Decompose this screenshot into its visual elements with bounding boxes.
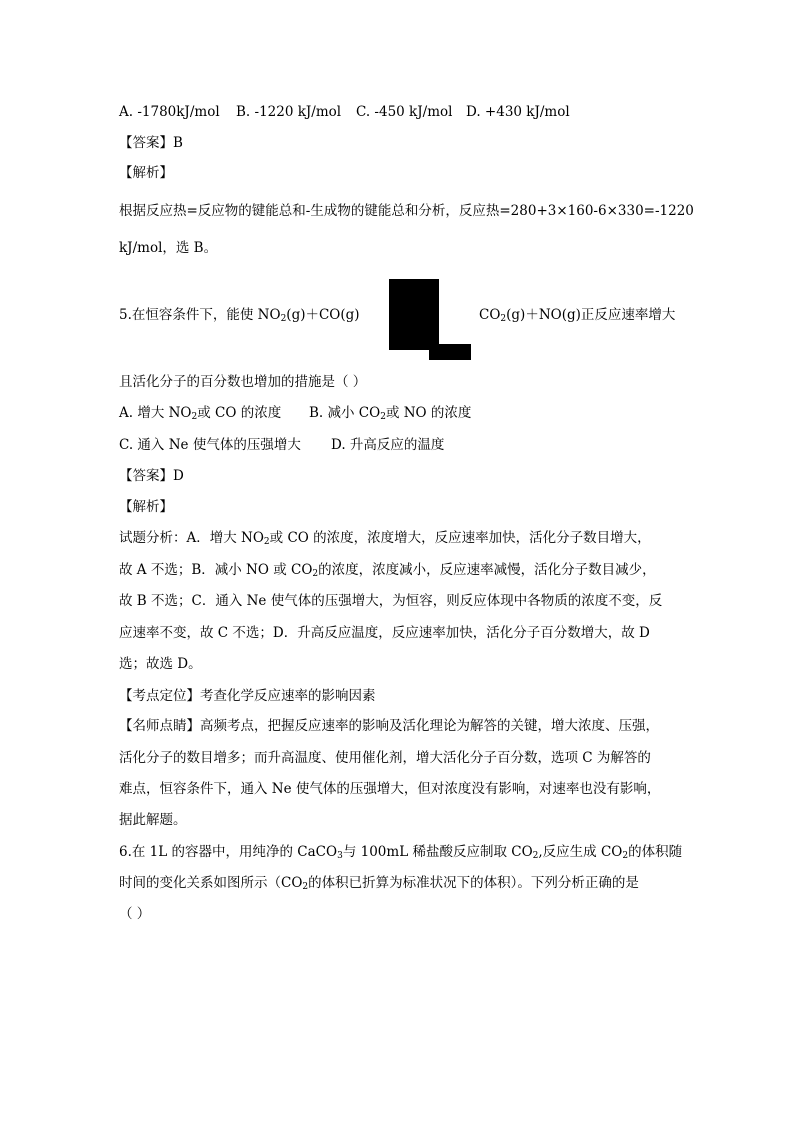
q4-answer: 【答案】B xyxy=(119,135,183,151)
q6-stem-line3: （ ） xyxy=(119,906,151,922)
q5-stem-part1: 5.在恒容条件下，能使 $NO_2(g)+CO(g)$ xyxy=(119,307,360,324)
q5-mingshi-line3: 难点，恒容条件下，通入 Ne 使气体的压强增大，但对浓度没有影响，对速率也没有影响， xyxy=(119,781,661,797)
option-b: B. -1220 kJ/mol xyxy=(236,104,342,120)
q5-answer: 【答案】D xyxy=(119,468,184,484)
q5-mingshi-line1: 【名师点睛】高频考点，把握反应速率的影响及活化理论为解答的关键，增大浓度、压强， xyxy=(119,718,659,734)
q5-analysis-line1: 试题分析：A．增大 $NO_2$或 CO 的浓度，浓度增大，反应速率加快，活化分子数目增大， xyxy=(119,530,651,547)
q4-analysis-title: 【解析】 xyxy=(119,165,173,181)
option-c: C. -450 kJ/mol xyxy=(356,104,453,120)
q5-mingshi-line2: 活化分子的数目增多；而升高温度、使用催化剂，增大活化分子百分数，选项 C 为解答的 xyxy=(119,750,651,766)
q5-analysis-line3: 故 B 不选；C．通入 Ne 使气体的压强增大，为恒容，则反应体现中各物质的浓度不变，反 xyxy=(119,593,663,609)
q6-stem-line2: 时间的变化关系如图所示（$CO_2$的体积已折算为标准状况下的体积）。下列分析正确的是 xyxy=(119,875,639,892)
option-d: D. +430 kJ/mol xyxy=(466,104,570,120)
q5-option-d: D. 升高反应的温度 xyxy=(331,437,445,453)
q5-analysis-title: 【解析】 xyxy=(119,499,173,515)
q5-stem-line2: 且活化分子的百分数也增加的措施是（ ） xyxy=(119,374,367,390)
q5-mingshi-line4: 据此解题。 xyxy=(119,812,187,828)
q5-option-a: A. 增大 $NO_2$或 CO 的浓度 xyxy=(119,405,282,422)
redacted-arrow-block-tail xyxy=(429,344,471,360)
q5-analysis-line4: 应速率不变，故 C 不选；D．升高反应温度，反应速率加快，活化分子百分数增大，故 D xyxy=(119,625,650,641)
q4-analysis-line1: 根据反应热=反应物的键能总和-生成物的键能总和分析，反应热=280+3×160-6×330=-1220 xyxy=(119,203,694,219)
q4-analysis-line2: kJ/mol，选 B。 xyxy=(119,240,218,256)
q5-kaodian: 【考点定位】考查化学反应速率的影响因素 xyxy=(119,688,376,704)
redacted-arrow-block xyxy=(389,279,439,350)
q5-option-c: C. 通入 Ne 使气体的压强增大 xyxy=(119,437,301,453)
option-a: A. -1780kJ/mol xyxy=(119,104,220,120)
q5-option-b: B. 减小 $CO_2$或 NO 的浓度 xyxy=(309,405,472,422)
q5-analysis-line2: 故 A 不选；B．减小 NO 或 $CO_2$的浓度，浓度减小，反应速率减慢，活化分子数目减少， xyxy=(119,562,656,579)
q6-stem-line1: 6.在 1L 的容器中，用纯净的 CaCO$_3$与 100mL 稀盐酸反应制取 $CO_2$,反应生成 $CO_2$的体积随 xyxy=(119,844,683,861)
q5-stem-part2: $CO_2(g)+NO(g)$正反应速率增大 xyxy=(479,307,676,324)
q5-analysis-line5: 选；故选 D。 xyxy=(119,656,202,672)
